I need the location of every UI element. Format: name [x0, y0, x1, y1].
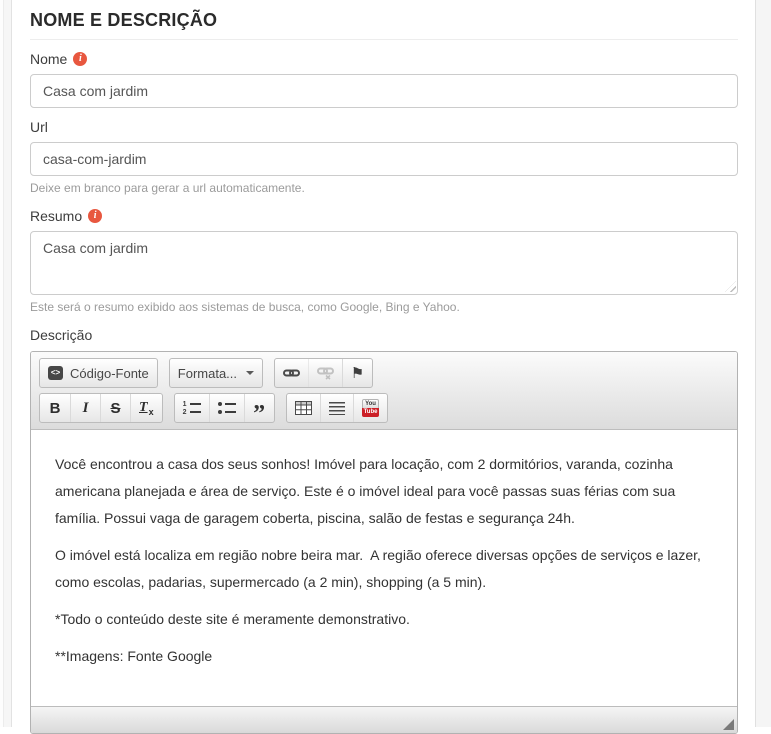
- numbered-list-button[interactable]: [175, 394, 209, 422]
- editor-content[interactable]: [31, 430, 737, 706]
- editor-toolbar: [31, 352, 737, 430]
- link-icon: [283, 367, 300, 379]
- nome-input[interactable]: [30, 74, 738, 108]
- info-icon[interactable]: [88, 209, 102, 223]
- horizontal-rule-button[interactable]: [320, 394, 353, 422]
- format-dropdown[interactable]: Formata...: [170, 359, 262, 387]
- strikethrough-button[interactable]: S: [100, 394, 130, 422]
- url-label: Url: [30, 119, 48, 135]
- unlink-button[interactable]: [308, 359, 342, 387]
- blockquote-icon: ”: [253, 401, 266, 423]
- source-code-button[interactable]: <> Código-Fonte: [40, 359, 157, 387]
- editor-paragraph: O imóvel está localiza em região nobre beira mar. A região oferece diversas opções de serviços e lazer, como escolas, padarias, supermercado (a 2 min), shopping (a 5 min).: [55, 547, 705, 590]
- chevron-down-icon: [246, 371, 254, 375]
- nome-label: Nome: [30, 51, 68, 67]
- descricao-label: Descrição: [30, 327, 93, 343]
- numbered-list-icon: [183, 402, 201, 415]
- rich-text-editor: [30, 351, 738, 734]
- source-code-icon: [48, 366, 63, 380]
- right-gutter: [755, 0, 771, 727]
- bulleted-list-icon: [218, 402, 236, 415]
- link-button[interactable]: [275, 359, 308, 387]
- blockquote-button[interactable]: [244, 394, 274, 422]
- italic-button[interactable]: I: [70, 394, 100, 422]
- url-input[interactable]: [30, 142, 738, 176]
- resumo-label: Resumo: [30, 208, 83, 224]
- anchor-button[interactable]: [342, 359, 372, 387]
- form-panel: [12, 0, 755, 734]
- unlink-icon: [317, 366, 334, 380]
- editor-paragraph: Você encontrou a casa dos seus sonhos! Imóvel para locação, com 2 dormitórios, varanda, cozinha americana planejada e área de serviço. Este é o imóvel ideal para você passas suas férias com sua família. Possui vaga de garagem coberta, piscina, salão de festas e segurança 24h.: [55, 456, 680, 526]
- youtube-icon: You Tube: [363, 401, 378, 415]
- editor-resize-grip[interactable]: [723, 719, 734, 730]
- section-title: NOME E DESCRIÇÃO: [30, 0, 738, 40]
- horizontal-rule-icon: [329, 402, 345, 415]
- info-icon[interactable]: [73, 52, 87, 66]
- left-gutter: [0, 0, 12, 727]
- table-icon: [295, 401, 312, 415]
- youtube-button[interactable]: [353, 394, 388, 422]
- resumo-help-text: Este será o resumo exibido aos sistemas de busca, como Google, Bing e Yahoo.: [30, 300, 460, 314]
- anchor-flag-icon: ⚑: [350, 364, 365, 382]
- editor-footer: [31, 706, 737, 733]
- bold-button[interactable]: B: [49, 399, 61, 417]
- bulleted-list-button[interactable]: [209, 394, 244, 422]
- table-button[interactable]: [287, 394, 320, 422]
- editor-paragraph: **Imagens: Fonte Google: [55, 648, 213, 664]
- url-help-text: Deixe em branco para gerar a url automaticamente.: [30, 181, 305, 195]
- resumo-textarea[interactable]: [30, 231, 738, 295]
- editor-paragraph: *Todo o conteúdo deste site é meramente demonstrativo.: [55, 611, 410, 627]
- remove-format-button[interactable]: T x: [130, 394, 162, 422]
